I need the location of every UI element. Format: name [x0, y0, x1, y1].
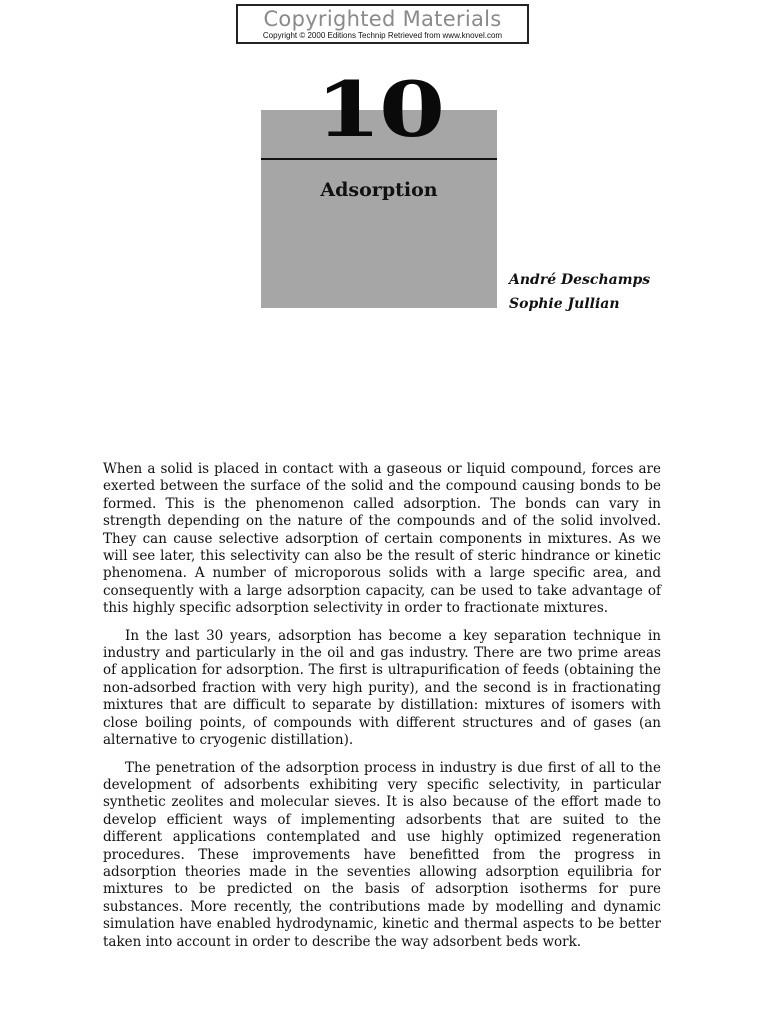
- chapter-number: 10: [315, 65, 443, 154]
- watermark-title: Copyrighted Materials: [263, 7, 502, 31]
- paragraph: The penetration of the adsorption process in industry is due first of all to the development of adsorbents exhibiting very specific selectivity, in particular synthetic zeolites and molecular sieves. It is also because of the effort made to develop efficient ways of implementing adsorbents that are suited to the different applications contemplated and use highly optimized regeneration procedures. These improvements have benefitted from the progress in adsorption theories made in the seventies allowing adsorption equilibria for mixtures to be predicted on the basis of adsorption isotherms for pure substances. More recently, the contributions made by modelling and dynamic simulation have enabled hydrodynamic, kinetic and thermal aspects to be better taken into account in order to describe the way adsorbent beds work.: [103, 759, 661, 950]
- author-name: André Deschamps: [509, 272, 651, 288]
- copyright-watermark: [236, 4, 529, 44]
- paragraph: In the last 30 years, adsorption has become a key separation technique in industry and particularly in the oil and gas industry. There are two prime areas of application for adsorption. The first is ultrapurification of feeds (obtaining the non-adsorbed fraction with very high purity), and the second is in fractionating mixtures that are difficult to separate by distillation: mixtures of isomers with close boiling points, of compounds with different structures and of gases (an alternative to cryogenic distillation).: [103, 627, 661, 749]
- author-list: [509, 268, 650, 316]
- body-text: [103, 461, 661, 961]
- paragraph: When a solid is placed in contact with a gaseous or liquid compound, forces are exerted between the surface of the solid and the compound causing bonds to be formed. This is the phenomenon called adsorption. The bonds can vary in strength depending on the nature of the compounds and of the solid involved. They can cause selective adsorption of certain components in mixtures. As we will see later, this selectivity can also be the result of steric hindrance or kinetic phenomena. A number of microporous solids with a large specific area, and consequently with a large adsorption capacity, can be used to take advantage of this highly specific adsorption selectivity in order to fractionate mixtures.: [103, 461, 661, 617]
- watermark-subtitle: Copyright © 2000 Editions Technip Retrieved from www.knovel.com: [262, 31, 503, 40]
- chapter-title: Adsorption: [320, 179, 438, 201]
- chapter-divider: [261, 158, 497, 160]
- author-name: Sophie Jullian: [509, 296, 620, 312]
